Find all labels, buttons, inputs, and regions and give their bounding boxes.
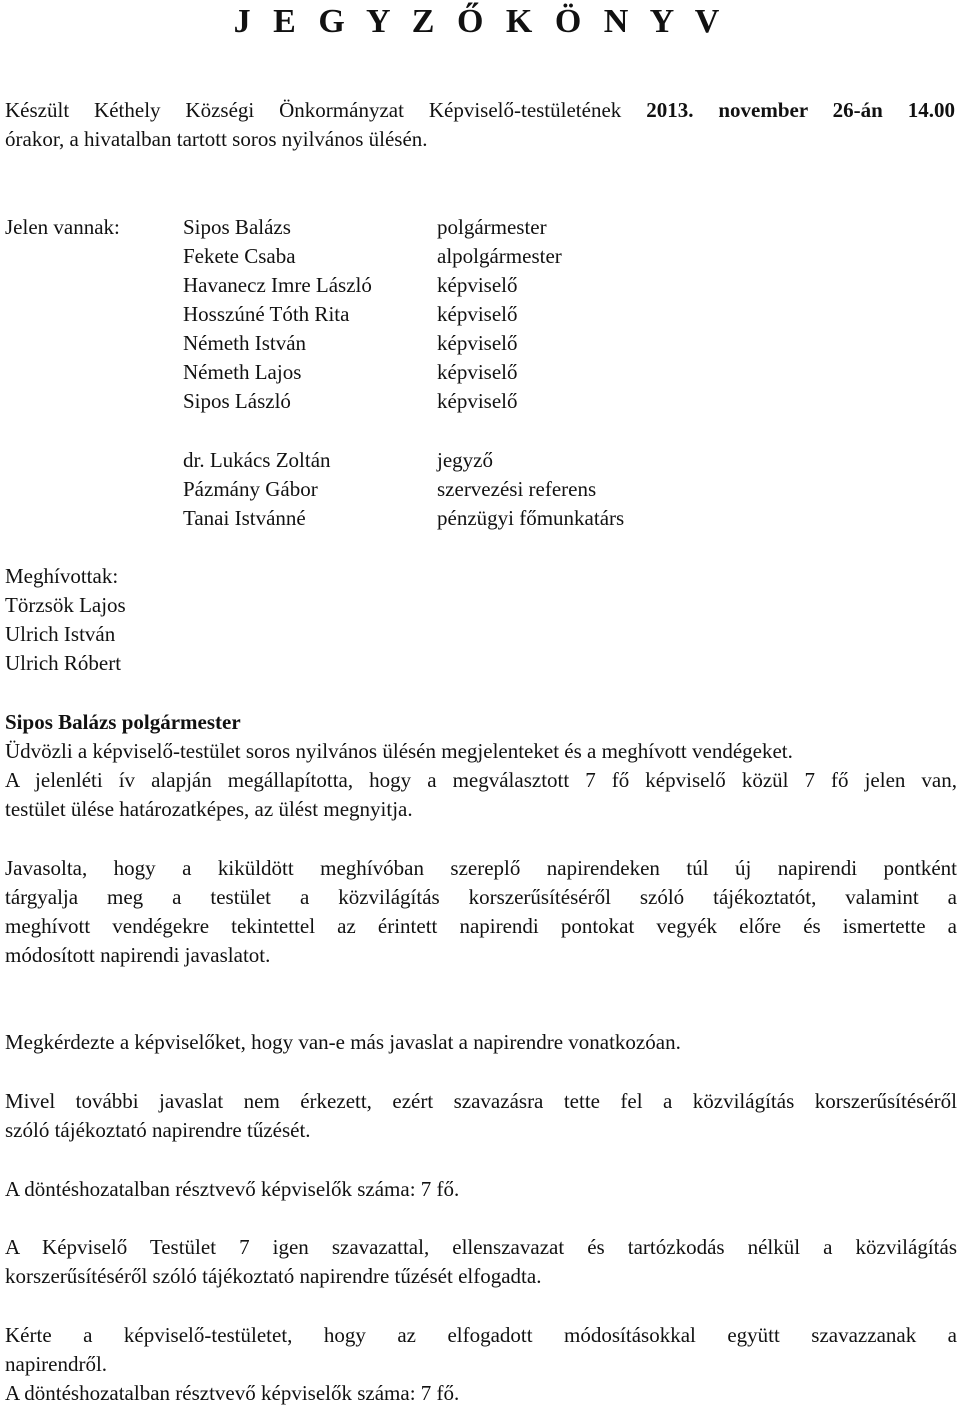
staff-role: jegyző	[437, 448, 493, 472]
member-role: alpolgármester	[437, 244, 562, 268]
member-role: képviselő	[437, 389, 518, 413]
invited-name: Ulrich Róbert	[5, 651, 122, 675]
paragraph-line: meghívott vendégekre tekintettel az érintett napirendi pontokat vegyék előre és ismertette a	[5, 914, 957, 938]
invited-section	[5, 562, 126, 678]
member-name: Hosszúné Tóth Rita	[183, 302, 350, 326]
paragraph-line: A Képviselő Testület 7 igen szavazattal, ellenszavazat és tartózkodás nélkül a közvilágítás	[5, 1235, 957, 1259]
member-name: Fekete Csaba	[183, 244, 296, 268]
member-role: polgármester	[437, 215, 547, 239]
member-name: Havanecz Imre László	[183, 273, 372, 297]
paragraph-welcome	[5, 737, 957, 824]
member-role: képviselő	[437, 273, 518, 297]
paragraph-line: Üdvözli a képviselő-testület soros nyilvános ülésén megjelenteket és a meghívott vendégeket.	[5, 739, 793, 763]
speaker-heading: Sipos Balázs polgármester	[5, 710, 241, 734]
paragraph-line: korszerűsítéséről szóló tájékoztató napirendre tűzését elfogadta.	[5, 1264, 542, 1288]
document-title: J E G Y Z Ő K Ö N Y V	[233, 3, 727, 40]
staff-role: pénzügyi főmunkatárs	[437, 506, 625, 530]
intro-line-2: órakor, a hivatalban tartott soros nyilvános ülésén.	[5, 127, 428, 151]
member-role: képviselő	[437, 302, 518, 326]
intro-date: 2013. november 26-án 14.00	[646, 98, 956, 122]
present-label: Jelen vannak:	[5, 215, 120, 239]
staff-name: Pázmány Gábor	[183, 477, 318, 501]
member-name: Sipos László	[183, 389, 291, 413]
member-name: Németh István	[183, 331, 307, 355]
member-name: Németh Lajos	[183, 360, 302, 384]
paragraph-proposal	[5, 854, 957, 970]
invited-name: Törzsök Lajos	[5, 593, 126, 617]
paragraph-line: A döntéshozatalban résztvevő képviselők száma: 7 fő.	[5, 1381, 460, 1405]
paragraph-line: A jelenléti ív alapján megállapította, hogy a megválasztott 7 fő képviselő közül 7 fő jelen van,	[5, 768, 957, 792]
staff-name: Tanai Istvánné	[183, 506, 306, 530]
paragraph-line: Kérte a képviselő-testületet, hogy az elfogadott módosításokkal együtt szavazzanak a	[5, 1323, 957, 1347]
paragraph-line: A döntéshozatalban résztvevő képviselők száma: 7 fő.	[5, 1177, 460, 1201]
paragraph-vote-call	[5, 1087, 957, 1145]
paragraph-line: Megkérdezte a képviselőket, hogy van-e más javaslat a napirendre vonatkozóan.	[5, 1030, 681, 1054]
paragraph-line: tárgyalja meg a testület a közvilágítás korszerűsítéséről szóló tájékoztatót, valamint a	[5, 885, 957, 909]
paragraph-line: módosított napirendi javaslatot.	[5, 943, 271, 967]
intro-line-1: Készült Kéthely Községi Önkormányzat Képviselő-testületének	[5, 98, 647, 122]
paragraph-line: szóló tájékoztató napirendre tűzését.	[5, 1118, 311, 1142]
paragraph-line: Mivel további javaslat nem érkezett, ezért szavazásra tette fel a közvilágítás korszerűsítéséről	[5, 1089, 957, 1113]
paragraph-question	[5, 1028, 957, 1057]
paragraph-count-1	[5, 1175, 957, 1204]
paragraph-count-2	[5, 1379, 957, 1408]
paragraph-line: napirendről.	[5, 1352, 108, 1376]
present-names	[183, 213, 372, 416]
paragraph-decision	[5, 1233, 957, 1291]
paragraph-line: testület ülése határozatképes, az ülést megnyitja.	[5, 797, 413, 821]
intro-text	[5, 96, 955, 154]
member-role: képviselő	[437, 331, 518, 355]
member-role: képviselő	[437, 360, 518, 384]
staff-role: szervezési referens	[437, 477, 597, 501]
staff-names	[183, 446, 331, 533]
staff-roles	[437, 446, 624, 533]
staff-name: dr. Lukács Zoltán	[183, 448, 331, 472]
member-name: Sipos Balázs	[183, 215, 291, 239]
invited-label: Meghívottak:	[5, 564, 119, 588]
paragraph-line: Javasolta, hogy a kiküldött meghívóban szereplő napirendeken túl új napirendi pontként	[5, 856, 957, 880]
invited-name: Ulrich István	[5, 622, 116, 646]
present-roles	[437, 213, 562, 416]
paragraph-agenda-vote	[5, 1321, 957, 1379]
